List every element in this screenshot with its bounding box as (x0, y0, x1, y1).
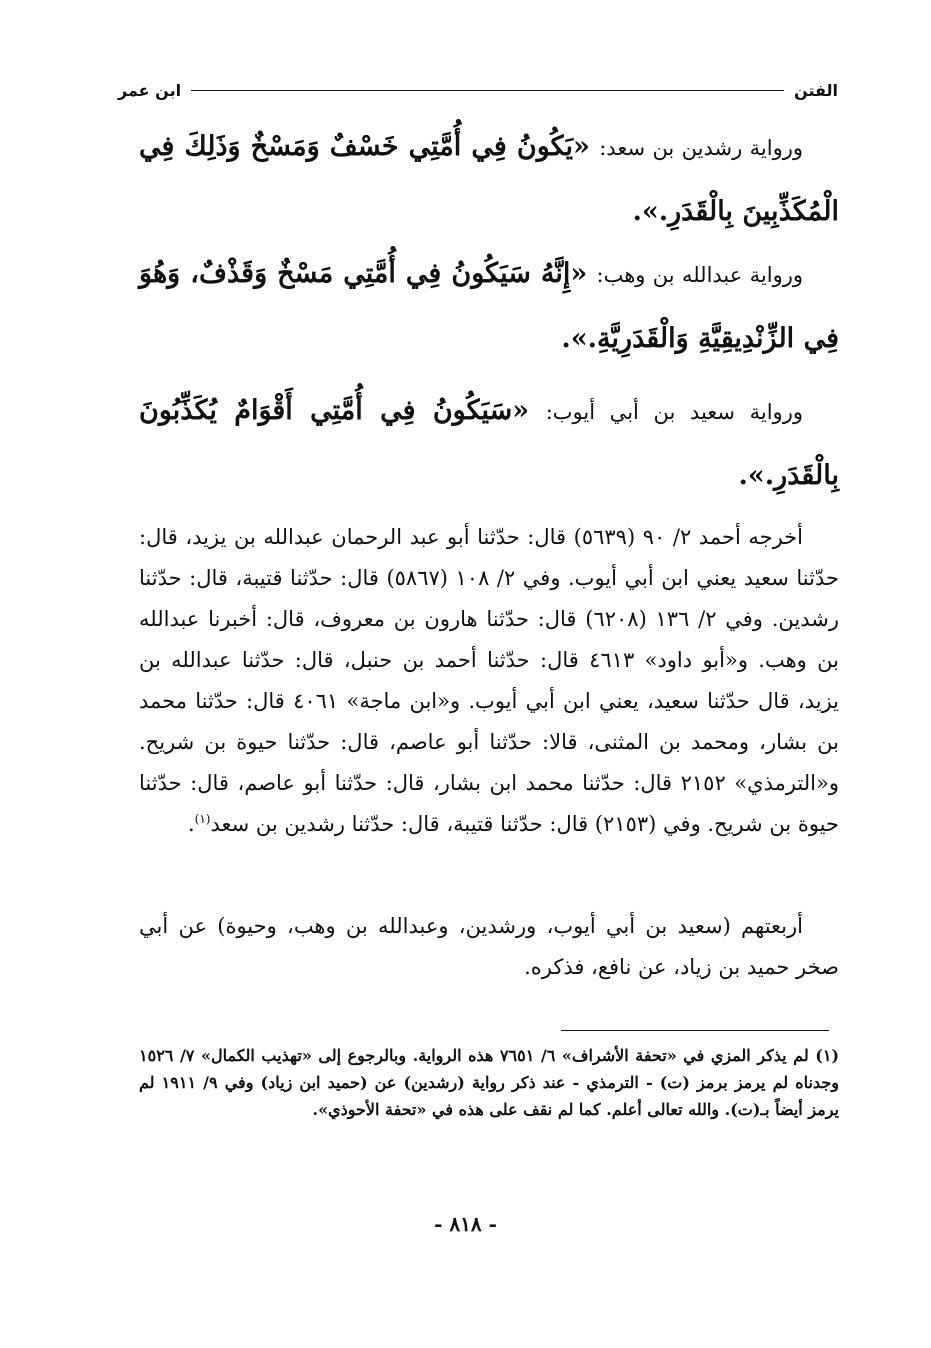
footnote-text: (١) لم يذكر المزي في «تحفة الأشراف» ٦/ ٧٦٥١ هذه الرواية. وبالرجوع إلى «تهذيب الكمال» ٧/ ١٥٢٦ وجدناه لم يرمز برمز (ت) - الترمذي - عند ذكر رواية (رشدين) عن (حميد ابن زياد) وفي ٩/ ١٩١١ لم يرمز أيضاً بـ(ت). والله تعالى أعلم. كما لم نقف على هذه في «تحفة الأحوذي». (139, 1046, 840, 1119)
header-left-title: ابن عمر (118, 80, 182, 100)
running-header (118, 78, 838, 102)
narration-text: «سَيَكُونُ فِي أُمَّتِي أَقْوَامٌ يُكَذِّبُونَ بِالْقَدَرِ.». (139, 395, 839, 491)
summary-text: أربعتهم (سعيد بن أبي أيوب، ورشدين، وعبدالله بن وهب، وحيوة) عن أبي صخر حميد بن زياد، عن نافع، فذكره. (139, 914, 839, 979)
summary-paragraph (139, 906, 839, 988)
footnote-marker[interactable]: (١) (194, 812, 211, 826)
narration-said-ibn-abi-ayyub (139, 379, 839, 508)
header-rule (191, 90, 784, 91)
narration-text: «إِنَّهُ سَيَكُونُ فِي أُمَّتِي مَسْخٌ وَقَذْفٌ، وَهُوَ فِي الزِّنْدِيقِيَّةِ وَالْقَدَرِيَّةِ.». (139, 258, 839, 354)
narration-ibn-wahb (139, 242, 839, 371)
narration-intro: ورواية سعيد بن أبي أيوب: (545, 400, 803, 424)
footnote (139, 1042, 839, 1123)
takhrij-paragraph (139, 517, 839, 845)
narration-rishdin (139, 115, 839, 244)
page-number: - ٨١٨ - (434, 1212, 497, 1236)
narration-intro: ورواية عبدالله بن وهب: (596, 263, 803, 287)
takhrij-end: . (187, 812, 195, 836)
narration-text: «يَكُونُ فِي أُمَّتِي خَسْفٌ وَمَسْخٌ وَذَلِكَ فِي الْمُكَذِّبِينَ بِالْقَدَرِ.». (139, 131, 839, 227)
narration-intro: ورواية رشدين بن سعد: (599, 136, 803, 160)
header-right-title: الفتن (794, 80, 838, 100)
footnote-separator (561, 1030, 829, 1031)
takhrij-text: أخرجه أحمد ٢/ ٩٠ (٥٦٣٩) قال: حدّثنا أبو عبد الرحمان عبدالله بن يزيد، قال: حدّثنا سعيد يعني ابن أبي أيوب. وفي ٢/ ١٠٨ (٥٨٦٧) قال: حدّثنا قتيبة، قال: حدّثنا رشدين. وفي ٢/ ١٣٦ (٦٢٠٨) قال: حدّثنا هارون بن معروف، قال: أخبرنا عبدالله بن وهب. و«أبو داود» ٤٦١٣ قال: حدّثنا أحمد بن حنبل، قال: حدّثنا عبدالله بن يزيد، قال حدّثنا سعيد، يعني ابن أبي أيوب. و«ابن ماجة» ٤٠٦١ قال: حدّثنا محمد بن بشار، ومحمد بن المثنى، قالا: حدّثنا أبو عاصم، قال: حدّثنا حيوة بن شريح. و«الترمذي» ٢١٥٢ قال: حدّثنا محمد ابن بشار، قال: حدّثنا أبو عاصم، قال: حدّثنا حيوة بن شريح. وفي (٢١٥٣) قال: حدّثنا قتيبة، قال: حدّثنا رشدين بن سعد (139, 525, 839, 836)
